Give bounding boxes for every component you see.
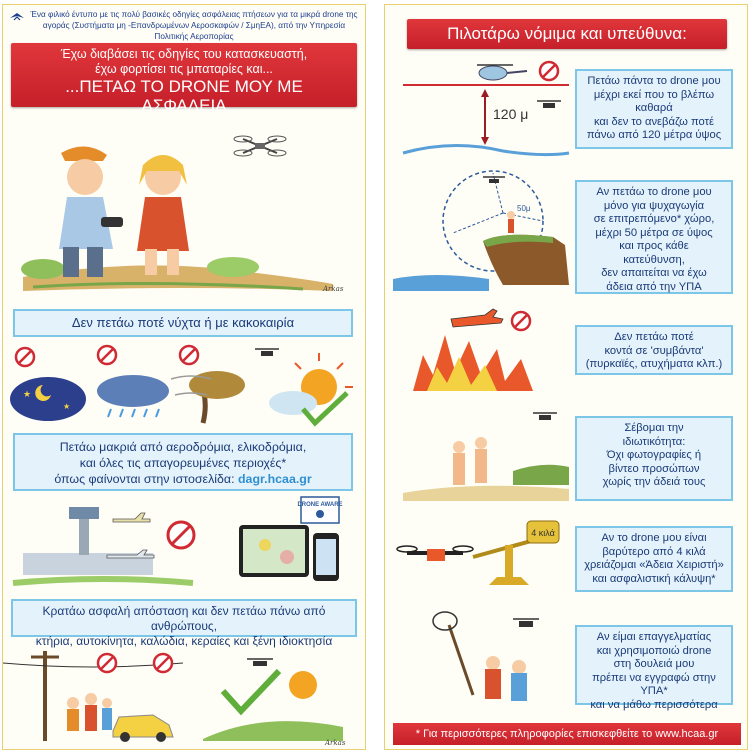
rule5-line: χρειάζομαι «Άδεια Χειριστή» (584, 559, 724, 571)
right-title-banner: Πιλοτάρω νόμιμα και υπεύθυνα: (407, 19, 727, 49)
scale-icon (473, 521, 559, 585)
rule2-line: και προς κάθε (619, 240, 689, 252)
rule-no-incidents (575, 325, 733, 375)
rule-privacy (575, 416, 733, 501)
drone-aware-label: DRONE AWARE (297, 502, 343, 508)
radius-label: 50μ (517, 204, 531, 213)
open-field-check-icon (203, 659, 343, 741)
rule1-line: και δεν το ανεβάζω ποτέ (593, 115, 715, 128)
rule-recreational-50m (575, 180, 733, 294)
rule3-line: Δεν πετάω ποτέ (614, 331, 694, 343)
drone-icon (537, 101, 561, 108)
rule-operator-license (575, 526, 733, 592)
no-drone-sign-icon (180, 346, 198, 364)
drone-icon (533, 413, 557, 420)
rule2-line: μόνο για ψυχαγωγία (603, 199, 705, 212)
svg-text:★: ★ (23, 389, 32, 399)
svg-text:★: ★ (63, 402, 71, 411)
rule4-line: χωρίς την άδειά τους (602, 476, 706, 488)
airports-line-3-prefix: όπως φαίνονται στην ιστοσελίδα: (54, 472, 235, 486)
rule4-line: ιδιωτικότητα: (622, 435, 686, 448)
title-main-line-2: ΑΣΦΑΛΕΙΑ (141, 96, 227, 115)
rain-cloud-icon (97, 375, 169, 417)
rule-line-of-sight (575, 69, 733, 149)
rule6-line: και χρησιμοποιώ drone (596, 644, 712, 657)
distance-line-2: κτήρια, αυτοκίνητα, καλώδια, κεραίες και ξένη ιδιοκτησία (35, 634, 333, 648)
rule3-line: κοντά σε 'συμβάντα' (604, 344, 704, 357)
no-drone-sign-icon (168, 522, 194, 548)
rule6-line: πρέπει να εγγραφώ στην ΥΠΑ* (592, 671, 716, 697)
rule5-line: Αν το drone μου είναι (601, 532, 707, 544)
intro-text (9, 9, 359, 43)
rule3-line: (πυρκαϊές, ατυχήματα κλπ.) (585, 358, 723, 370)
kids-flying-drone-illustration (3, 109, 366, 305)
rule2-line: κατεύθυνση, (623, 253, 685, 266)
airports-line-3 (15, 471, 351, 487)
title-main-line-1: ...ΠΕΤΑΩ ΤΟ DRONE ΜΟΥ ΜΕ (65, 77, 303, 96)
radius-illustration (393, 161, 573, 291)
people-group-icon (67, 693, 112, 731)
rule6-line: και να μάθω περισσότερα (590, 698, 718, 711)
boy-figure (59, 146, 123, 277)
rule6-line: Αν είμαι επαγγελματίας (596, 631, 712, 643)
title-line-2: έχω φορτίσει τις μπαταρίες και... (95, 62, 273, 76)
weight-label: 4 κιλά (531, 528, 555, 538)
drone-icon (234, 136, 286, 156)
rule4-line: Όχι φωτογραφίες ή (606, 449, 702, 461)
drone-icon (247, 659, 273, 666)
rule1-line: μέχρι εκεί που το βλέπω (593, 88, 715, 101)
helicopter-icon (477, 65, 527, 80)
distance-line-1: Κρατάω ασφαλή απόσταση και δεν πετάω πάνω από ανθρώπους, (42, 604, 326, 633)
airplane-icon (113, 513, 150, 522)
firefighting-plane-icon (451, 309, 503, 327)
professional-person-icon (485, 656, 527, 701)
drone-icon (255, 349, 279, 356)
right-panel (384, 4, 748, 750)
yellow-car-icon (113, 715, 173, 742)
rule-away-from-airports (13, 433, 353, 491)
rule6-line: στη δουλειά μου (613, 658, 695, 670)
rule1-line: πάνω από 120 μέτρα ύψος (586, 129, 722, 141)
sunny-check-icon (269, 353, 353, 423)
people-on-beach-icon (453, 437, 487, 485)
artist-signature: Arkas (323, 285, 344, 293)
rule2-line: σε επιτρεπόμενο* χώρο, (593, 213, 715, 225)
rule5-line: και ασφαλιστική κάλυψη* (592, 572, 716, 585)
fire-illustration (393, 305, 573, 395)
airports-line-2: και όλες τις απαγορευμένες περιοχές* (79, 456, 287, 470)
phone-map-icon (313, 533, 339, 581)
footer-info-banner[interactable]: * Για περισσότερες πληροφορίες επισκεφθείτε το www.hcaa.gr (393, 723, 741, 745)
altitude-label: 120 μ (493, 106, 529, 122)
night-cloud-icon (10, 377, 86, 421)
weight-illustration (393, 513, 573, 593)
no-drone-sign-icon (16, 348, 34, 366)
airports-line-1: Πετάω μακριά από αεροδρόμια, ελικοδρόμια, (59, 440, 307, 454)
rule2-line: μέχρι 50 μέτρα σε ύψος (595, 226, 713, 239)
dagr-link[interactable]: dagr.hcaa.gr (237, 472, 312, 486)
no-drone-sign-icon (98, 346, 116, 364)
no-drone-sign-icon (98, 654, 116, 672)
girl-figure (137, 155, 189, 275)
no-drone-sign-icon (512, 312, 530, 330)
rule-no-night-bad-weather: Δεν πετάω ποτέ νύχτα ή με κακοκαιρία (13, 309, 353, 337)
hcaa-logo-icon (9, 11, 25, 23)
rule-safe-distance (11, 599, 357, 648)
rule-professional-register (575, 625, 733, 711)
intro-paragraph: Ένα φιλικό έντυπο με τις πολύ βασικές οδηγίες ασφάλειας πτήσεων για τα μικρά drone της αγοράς (Συστήματα μη -Επανδρωμένων Αεροσκαφών / ΣμηΕΑ), από την Υπηρεσία Πολιτικής Αεροπορίας (30, 10, 358, 41)
artist-signature: Arkas (325, 739, 346, 747)
rule1-line: καθαρά (635, 102, 673, 114)
windy-tree-icon (171, 371, 245, 423)
rule4-line: Σέβομαι την (624, 422, 684, 434)
rule5-line: βαρύτερο από 4 κιλά (602, 545, 706, 558)
no-drone-sign-icon (540, 62, 558, 80)
rule2-line: άδεια από την ΥΠΑ (606, 280, 702, 293)
airport-illustration (3, 495, 366, 595)
tablet-map-icon (239, 525, 309, 577)
main-title-banner (11, 43, 357, 115)
person-with-controller-icon (507, 211, 515, 233)
rule1-line: Πετάω πάντα το drone μου (587, 75, 721, 87)
heavy-drone-icon (397, 546, 473, 561)
rule2-line: Αν πετάω το drone μου (596, 186, 712, 198)
rule4-line: βίντεο προσώπων (608, 462, 700, 475)
distance-illustration (3, 641, 366, 749)
drone-aware-badge (297, 497, 342, 523)
no-drone-sign-icon (154, 654, 172, 672)
drone-icon (513, 619, 539, 627)
privacy-illustration (393, 401, 573, 505)
butterfly-net-icon (433, 612, 473, 695)
left-panel (2, 4, 366, 750)
altitude-illustration (393, 57, 573, 157)
rule2-line: δεν απαιτείται να έχω (601, 267, 707, 279)
title-line-1: Έχω διαβάσει τις οδηγίες του κατασκευαστή, (60, 47, 308, 61)
professional-illustration (393, 609, 573, 715)
weather-illustrations (3, 339, 366, 429)
